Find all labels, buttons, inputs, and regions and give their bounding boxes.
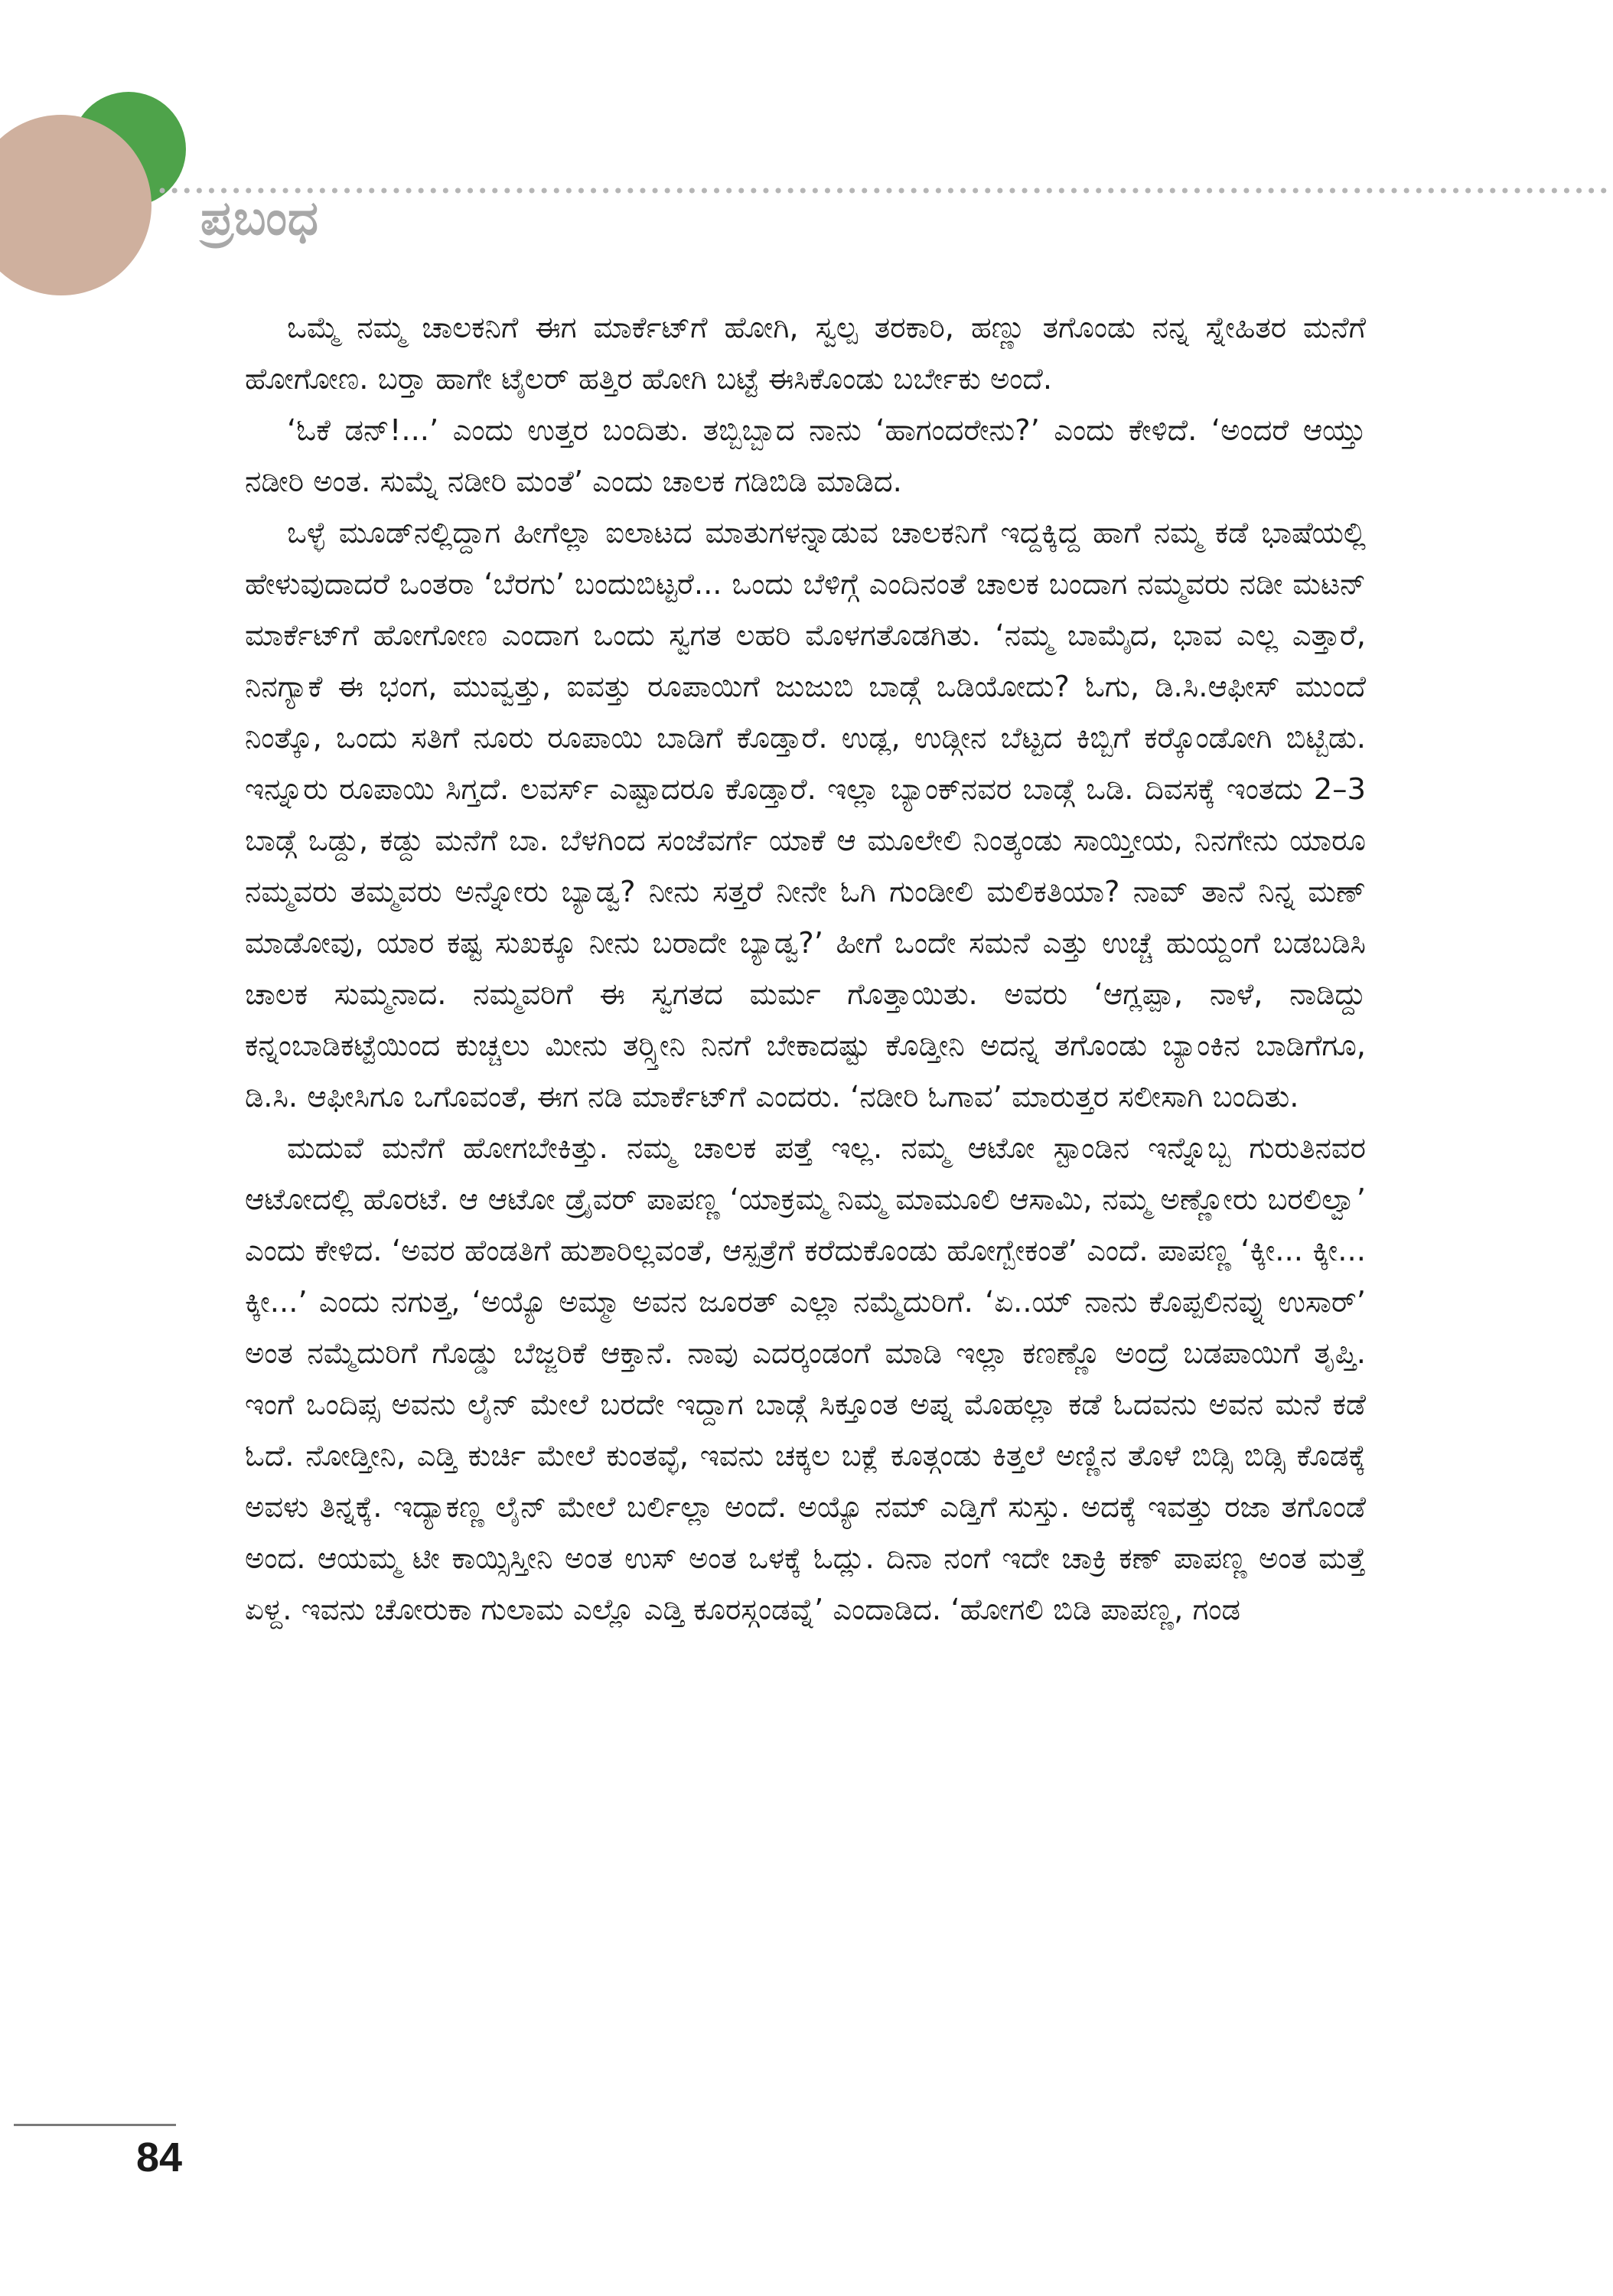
paragraph: ‘ಓಕೆ ಡನ್!...’ ಎಂದು ಉತ್ತರ ಬಂದಿತು. ತಬ್ಬಿಬ್ಬಾದ ನಾನು ‘ಹಾಗಂದರೇನು?’ ಎಂದು ಕೇಳಿದೆ. ‘ಅಂದರೆ ಆಯ್ತು ನಡೀರಿ ಅಂತ. ಸುಮ್ನೆ ನಡೀರಿ ಮಂತೆ’ ಎಂದು ಚಾಲಕ ಗಡಿಬಿಡಿ ಮಾಡಿದ. xyxy=(245,413,1366,499)
page-number: 84 xyxy=(136,2135,183,2180)
paragraph: ಒಮ್ಮೆ ನಮ್ಮ ಚಾಲಕನಿಗೆ ಈಗ ಮಾರ್ಕೆಟ್‌ಗೆ ಹೋಗಿ, ಸ್ವಲ್ಪ ತರಕಾರಿ, ಹಣ್ಣು ತಗೊಂಡು ನನ್ನ ಸ್ನೇಹಿತರ ಮನೆಗೆ ಹೋಗೋಣ. ಬರ್‍ತಾ ಹಾಗೇ ಟೈಲರ್ ಹತ್ತಿರ ಹೋಗಿ ಬಟ್ಟೆ ಈಸಿಕೊಂಡು ಬರ್ಬೇಕು ಅಂದೆ. xyxy=(245,311,1366,396)
header-decoration xyxy=(0,0,1613,337)
paragraph: ಮದುವೆ ಮನೆಗೆ ಹೋಗಬೇಕಿತ್ತು. ನಮ್ಮ ಚಾಲಕ ಪತ್ತೆ ಇಲ್ಲ. ನಮ್ಮ ಆಟೋ ಸ್ಟಾಂಡಿನ ಇನ್ನೊಬ್ಬ ಗುರುತಿನವರ ಆಟೋದಲ್ಲಿ ಹೊರಟೆ. ಆ ಆಟೋ ಡ್ರೈವರ್ ಪಾಪಣ್ಣ ‘ಯಾಕ್ರಮ್ಮ ನಿಮ್ಮ ಮಾಮೂಲಿ ಆಸಾಮಿ, ನಮ್ಮ ಅಣ್ಣೋರು ಬರಲಿಲ್ವಾ’ ಎಂದು ಕೇಳಿದ. ‘ಅವರ ಹೆಂಡತಿಗೆ ಹುಶಾರಿಲ್ಲವಂತೆ, ಆಸ್ಪತ್ರೆಗೆ ಕರೆದುಕೊಂಡು ಹೋಗ್ಬೇಕಂತೆ’ ಎಂದೆ. ಪಾಪಣ್ಣ ‘ಕ್ಕೀ... ಕ್ಕೀ... ಕ್ಕೀ...’ ಎಂದು ನಗುತ್ತ, ‘ಅಯ್ಯೊ ಅಮ್ಮಾ ಅವನ ಜೂರತ್ ಎಲ್ಲಾ ನಮ್ಮೆದುರಿಗೆ. ‘ಏ..ಯ್ ನಾನು ಕೊಪ್ಪಲಿನವ್ನು ಉಸಾರ್’ ಅಂತ ನಮ್ಮೆದುರಿಗೆ ಗೊಡ್ಡು ಬೆಜ್ಜರಿಕೆ ಆಕ್ತಾನೆ. ನಾವು ಎದರ್‍ಕಂಡಂಗೆ ಮಾಡಿ ಇಲ್ಲಾ ಕಣಣ್ಣೊ ಅಂದ್ರೆ ಬಡಪಾಯಿಗೆ ತೃಪ್ತಿ. ಇಂಗೆ ಒಂದಿಪ್ಸ ಅವನು ಲೈನ್ ಮೇಲೆ ಬರದೇ ಇದ್ದಾಗ ಬಾಡ್ಗೆ ಸಿಕ್ತೂಂತ ಅಪ್ನ ಮೊಹಲ್ಲಾ ಕಡೆ ಓದವನು ಅವನ ಮನೆ ಕಡೆ ಓದೆ. ನೋಡ್ತೀನಿ, ಎಡ್ತಿ ಕುರ್ಚಿ ಮೇಲೆ ಕುಂತವ್ಳೆ, ಇವನು ಚಕ್ಕಲ ಬಕ್ಲೆ ಕೂತ್ಗಂಡು ಕಿತ್ತಲೆ ಅಣ್ಣಿನ ತೊಳೆ ಬಿಡ್ಸಿ ಬಿಡ್ಸಿ ಕೊಡಕ್ಕೆ ಅವಳು ತಿನ್ನಕ್ಕೆ. ಇದ್ಯಾಕಣ್ಣ ಲೈನ್ ಮೇಲೆ ಬರ್ಲಿಲ್ಲಾ ಅಂದೆ. ಅಯ್ಯೊ ನಮ್ ಎಡ್ತಿಗೆ ಸುಸ್ತು. ಅದಕ್ಕೆ ಇವತ್ತು ರಜಾ ತಗೊಂಡೆ ಅಂದ. ಆಯಮ್ಮ ಟೀ ಕಾಯ್ಸಿಸ್ತೀನಿ ಅಂತ ಉಸ್ ಅಂತ ಒಳಕ್ಕೆ ಓದ್ಲು. ದಿನಾ ನಂಗೆ ಇದೇ ಚಾಕ್ರಿ ಕಣ್ ಪಾಪಣ್ಣ ಅಂತ ಮತ್ತೆ ಏಳ್ದ. ಇವನು ಚೋರುಕಾ ಗುಲಾಮ ಎಲ್ಲೊ ಎಡ್ತಿ ಕೂರಸ್ಗಂಡವ್ನೆ’ ಎಂದಾಡಿದ. ‘ಹೋಗಲಿ ಬಿಡಿ ಪಾಪಣ್ಣ, ಗಂಡ xyxy=(245,1131,1366,1627)
article-body xyxy=(245,302,1366,1636)
paragraph: ಒಳ್ಳೆ ಮೂಡ್‌ನಲ್ಲಿದ್ದಾಗ ಹೀಗೆಲ್ಲಾ ಐಲಾಟದ ಮಾತುಗಳನ್ನಾಡುವ ಚಾಲಕನಿಗೆ ಇದ್ದಕ್ಕಿದ್ದ ಹಾಗೆ ನಮ್ಮ ಕಡೆ ಭಾಷೆಯಲ್ಲಿ ಹೇಳುವುದಾದರೆ ಒಂತರಾ ‘ಬೆರಗು’ ಬಂದುಬಿಟ್ಟರೆ... ಒಂದು ಬೆಳಿಗ್ಗೆ ಎಂದಿನಂತೆ ಚಾಲಕ ಬಂದಾಗ ನಮ್ಮವರು ನಡೀ ಮಟನ್ ಮಾರ್ಕೆಟ್‌ಗೆ ಹೋಗೋಣ ಎಂದಾಗ ಒಂದು ಸ್ವಗತ ಲಹರಿ ಮೊಳಗತೊಡಗಿತು. ‘ನಮ್ಮ ಬಾಮೈದ, ಭಾವ ಎಲ್ಲ ಎತ್ತಾರೆ, ನಿನಗ್ಯಾಕೆ ಈ ಭಂಗ, ಮುವ್ವತ್ತು, ಐವತ್ತು ರೂಪಾಯಿಗೆ ಜುಜುಬಿ ಬಾಡ್ಗೆ ಒಡಿಯೋದು? ಓಗು, ಡಿ.ಸಿ.ಆಫೀಸ್ ಮುಂದೆ ನಿಂತ್ಕೊ, ಒಂದು ಸತಿಗೆ ನೂರು ರೂಪಾಯಿ ಬಾಡಿಗೆ ಕೊಡ್ತಾರೆ. ಉಡ್ಲ, ಉಡ್ಗೀನ ಬೆಟ್ಟದ ಕಿಬ್ಬಿಗೆ ಕರ್‍ಕೊಂಡೋಗಿ ಬಿಟ್ಬಿಡು. ಇನ್ನೂರು ರೂಪಾಯಿ ಸಿಗ್ತದೆ. ಲವರ್ಸ್ ಎಷ್ಟಾದರೂ ಕೊಡ್ತಾರೆ. ಇಲ್ಲಾ ಬ್ಯಾಂಕ್‌ನವರ ಬಾಡ್ಗೆ ಒಡಿ. ದಿವಸಕ್ಕೆ ಇಂತದು 2–3 ಬಾಡ್ಗೆ ಒಡ್ದು, ಕಡ್ದು ಮನೆಗೆ ಬಾ. ಬೆಳಗಿಂದ ಸಂಜೆವರ್ಗೆ ಯಾಕೆ ಆ ಮೂಲೇಲಿ ನಿಂತ್ಕಂಡು ಸಾಯ್ತೀಯ, ನಿನಗೇನು ಯಾರೂ ನಮ್ಮವರು ತಮ್ಮವರು ಅನ್ನೋರು ಬ್ಯಾಡ್ವ? ನೀನು ಸತ್ತರೆ ನೀನೇ ಓಗಿ ಗುಂಡೀಲಿ ಮಲಿಕತಿಯಾ? ನಾವ್ ತಾನೆ ನಿನ್ನ ಮಣ್ ಮಾಡೋವು, ಯಾರ ಕಷ್ಟ ಸುಖಕ್ಕೂ ನೀನು ಬರಾದೇ ಬ್ಯಾಡ್ವ?’ ಹೀಗೆ ಒಂದೇ ಸಮನೆ ಎತ್ತು ಉಚ್ಚೆ ಹುಯ್ದಂಗೆ ಬಡಬಡಿಸಿ ಚಾಲಕ ಸುಮ್ಮನಾದ. ನಮ್ಮವರಿಗೆ ಈ ಸ್ವಗತದ ಮರ್ಮ ಗೊತ್ತಾಯಿತು. ಅವರು ‘ಆಗ್ಲಪ್ಪಾ, ನಾಳೆ, ನಾಡಿದ್ದು ಕನ್ನಂಬಾಡಿಕಟ್ಟೆಯಿಂದ ಕುಚ್ಚಲು ಮೀನು ತರ್‍ಸ್ತೀನಿ ನಿನಗೆ ಬೇಕಾದಷ್ಟು ಕೊಡ್ತೀನಿ ಅದನ್ನ ತಗೊಂಡು ಬ್ಯಾಂಕಿನ ಬಾಡಿಗೆಗೂ, ಡಿ.ಸಿ. ಆಫೀಸಿಗೂ ಒಗೊವಂತೆ, ಈಗ ನಡಿ ಮಾರ್ಕೆಟ್‌ಗೆ ಎಂದರು. ‘ನಡೀರಿ ಓಗಾವ’ ಮಾರುತ್ತರ ಸಲೀಸಾಗಿ ಬಂದಿತು. xyxy=(245,516,1366,1114)
footer-rule xyxy=(14,2124,176,2126)
section-title: ಪ್ರಬಂಧ xyxy=(200,190,319,246)
